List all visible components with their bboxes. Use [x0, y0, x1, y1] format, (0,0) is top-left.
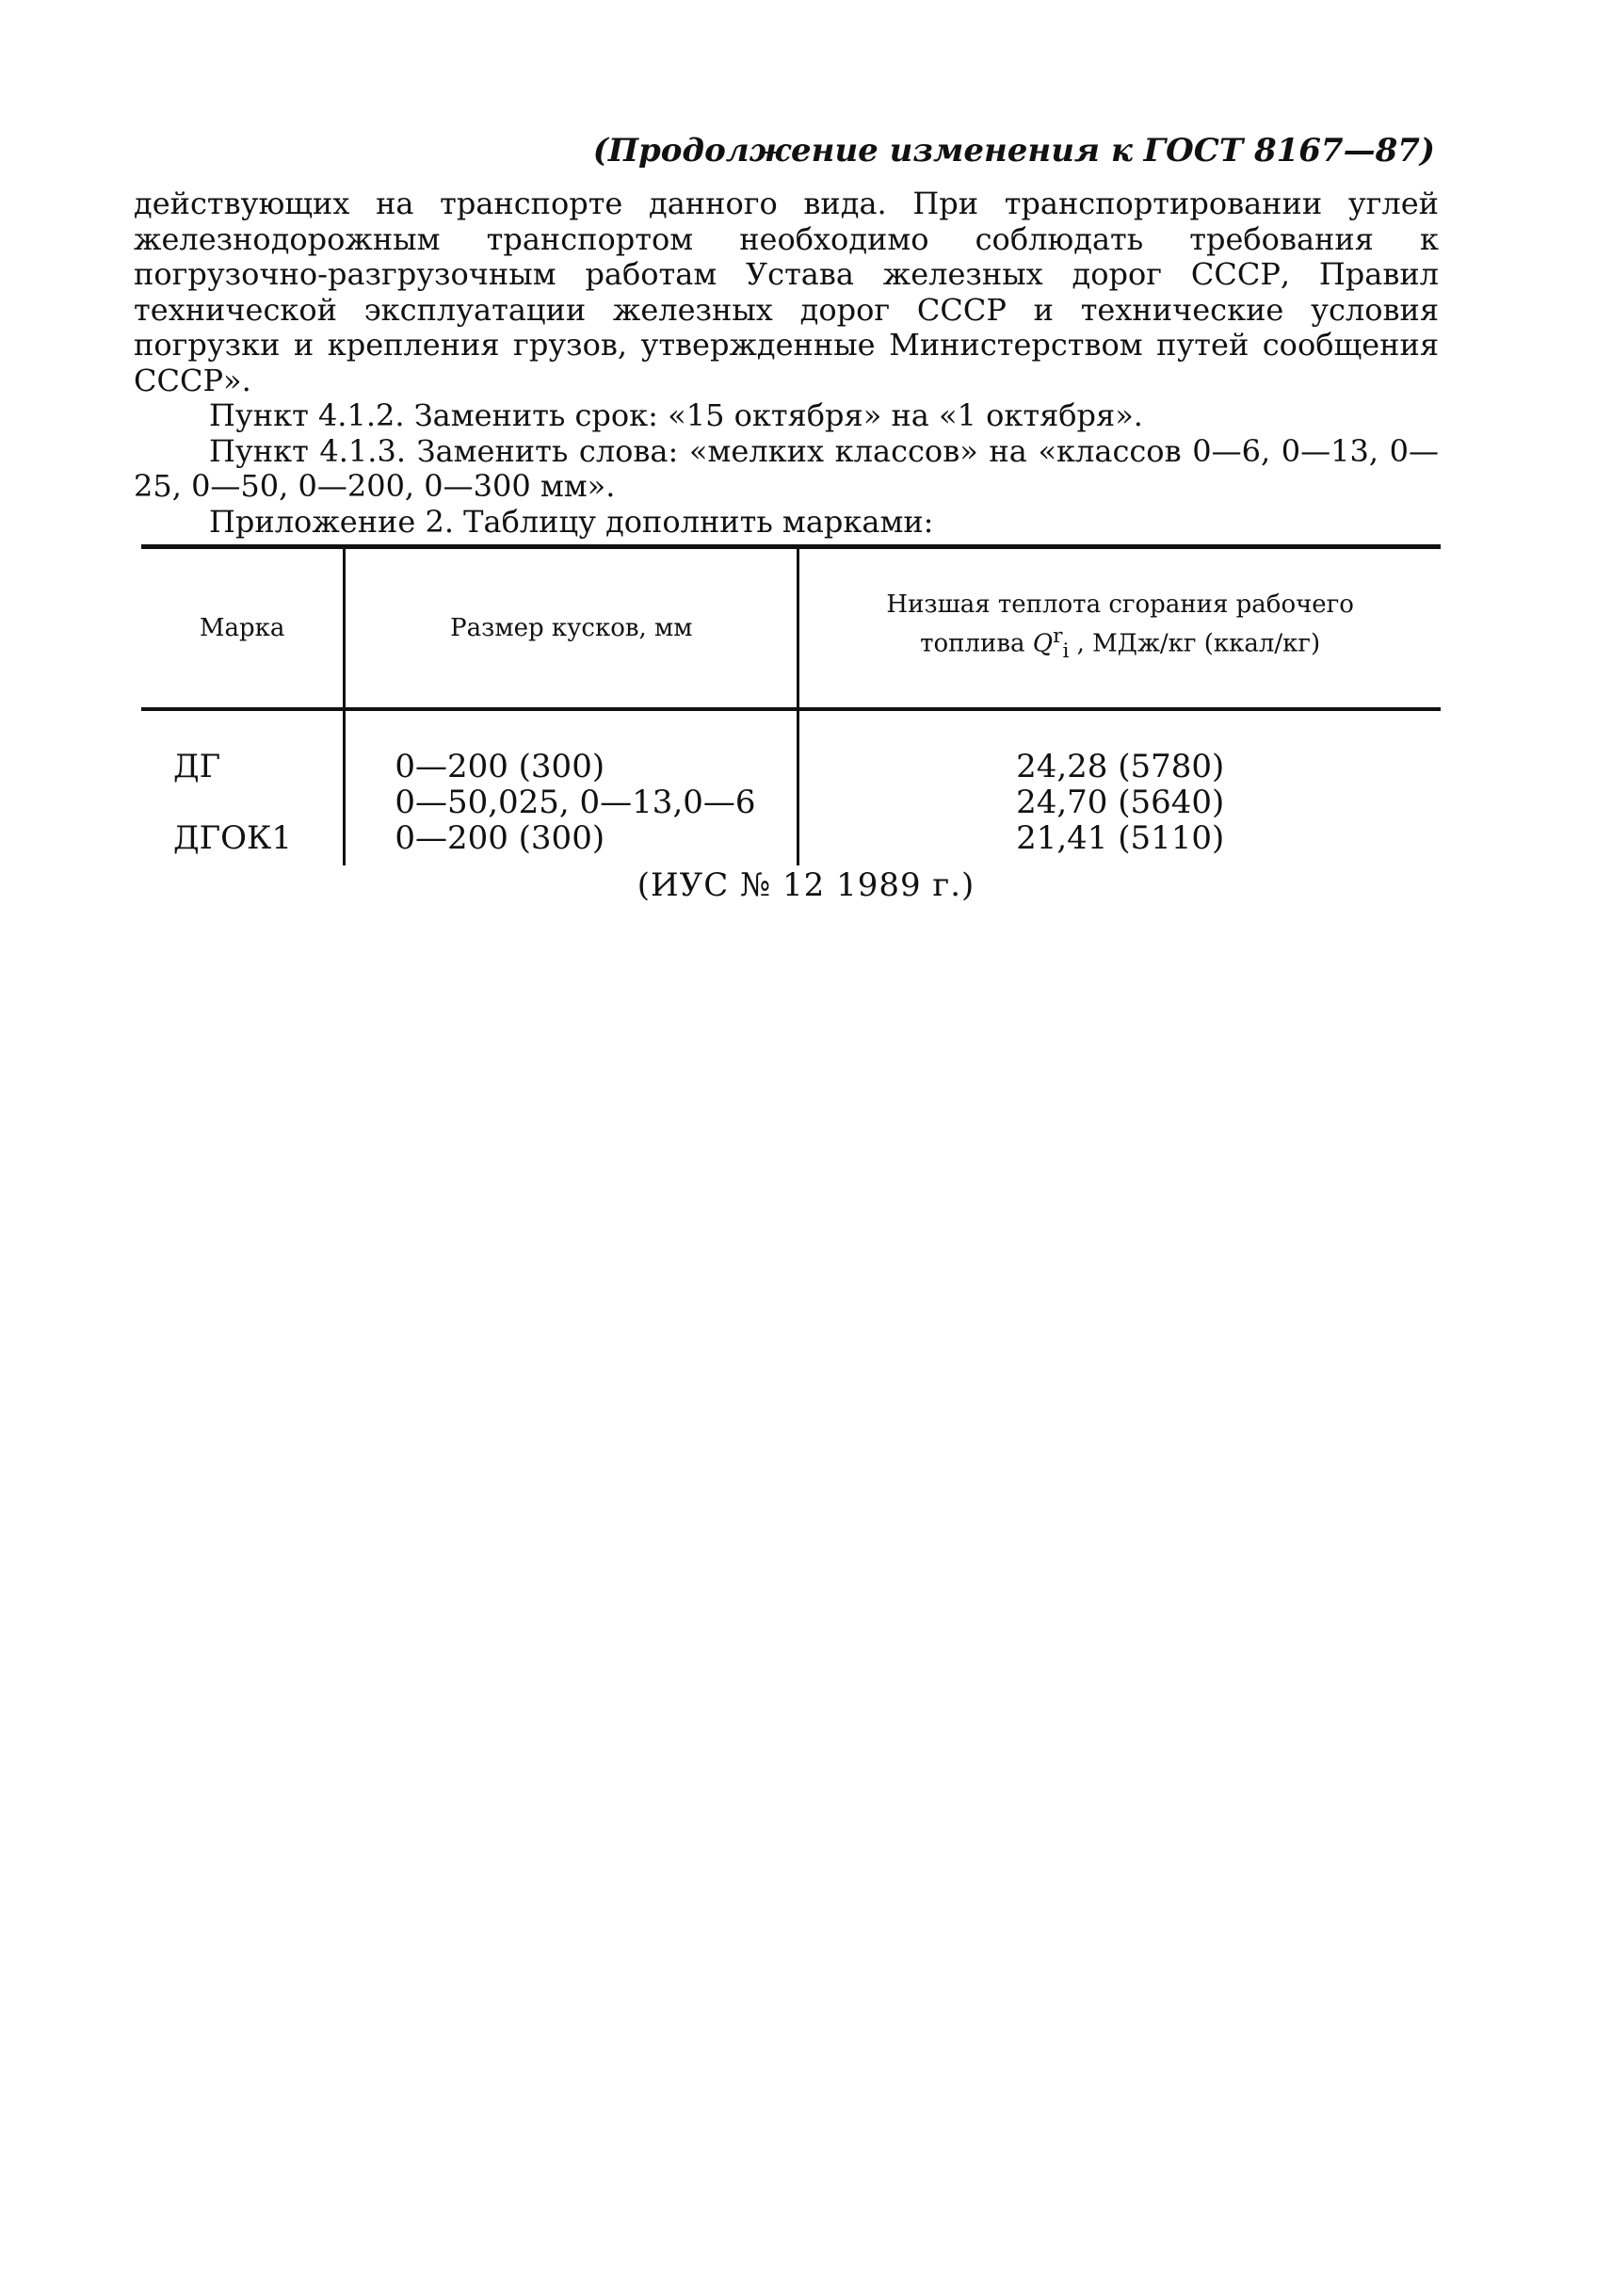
body-text — [134, 186, 1439, 540]
cell-mark: ДГ — [173, 748, 221, 785]
continuation-header: (Продолжение изменения к ГОСТ 8167—87) — [592, 132, 1435, 170]
cell-mark: ДГОК1 — [173, 819, 292, 857]
cell-heat: 24,28 (5780) — [798, 709, 1441, 784]
paragraph-item-4-1-3: Пункт 4.1.3. Заменить слова: «мелких классов» на «классов 0—6, 0—13, 0—25, 0—50, 0—200, 0—300 мм». — [134, 432, 1439, 504]
paragraph-transport: действующих на транспорте данного вида. При транспортировании углей железнодорожным транспортом необходимо соблюдать требования к погрузочно-разгрузочным работам Устава железных дорог СССР, Правил технической эксплуатации железных дорог СССР и технические условия погрузки и крепления грузов, утвержденные Министерством путей сообщения СССР». — [134, 186, 1439, 398]
heat-symbol-sub: i — [1062, 639, 1070, 663]
header-mark: Марка — [141, 547, 345, 710]
header-size: Размер кусков, мм — [345, 547, 798, 710]
cell-size: 0—50,025, 0—13,0—6 — [345, 784, 798, 820]
table-row — [141, 820, 1441, 865]
cell-size: 0—200 (300) — [345, 820, 798, 865]
table-header-row — [141, 547, 1441, 710]
header-heat — [798, 547, 1441, 710]
table-row — [141, 784, 1441, 820]
cell-heat: 21,41 (5110) — [798, 820, 1441, 865]
cell-heat: 24,70 (5640) — [798, 784, 1441, 820]
cell-mark — [141, 784, 345, 820]
header-heat-units: , МДж/кг (ккал/кг) — [1076, 629, 1321, 658]
header-heat-text: Низшая теплота сгорания рабочего топлива — [886, 590, 1354, 658]
table-row — [141, 709, 1441, 784]
appendix-table — [141, 544, 1441, 865]
paragraph-appendix-2: Приложение 2. Таблицу дополнить марками: — [209, 503, 934, 540]
heat-symbol-sup: r — [1053, 624, 1063, 649]
cell-size: 0—200 (300) — [345, 709, 798, 784]
paragraph-item-4-1-2: Пункт 4.1.2. Заменить срок: «15 октября» на «1 октября». — [209, 397, 1143, 433]
heat-symbol-q: Q — [1032, 629, 1054, 658]
ius-reference: (ИУС № 12 1989 г.) — [637, 866, 975, 904]
